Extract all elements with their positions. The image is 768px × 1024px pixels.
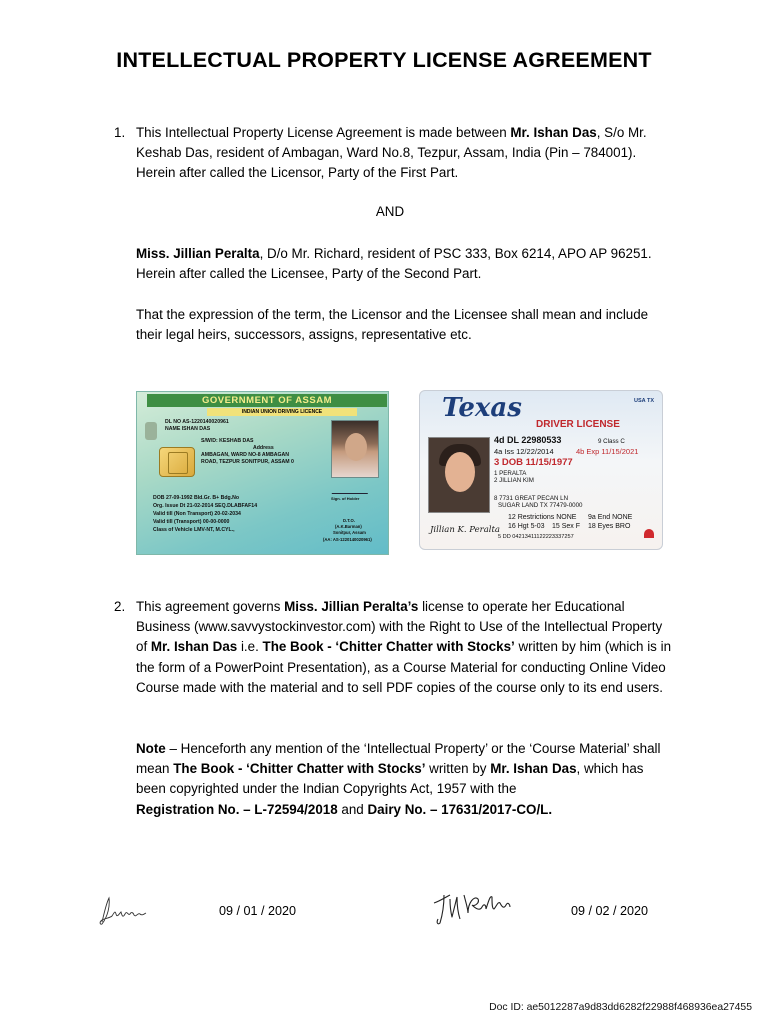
and-separator: AND [375,204,405,219]
licensor-signature-icon [96,894,150,928]
texas-usa-label: USA TX [634,398,654,404]
clause-2-t2: license to operate her Educational Business (www.savvystockinvestor.com) with the Right to Use of the Intellectual Property of [136,599,663,655]
clause-1-number: 1. [114,125,126,140]
clause-2-number: 2. [114,599,126,614]
texas-expiry-date: 4b Exp 11/15/2021 [576,447,639,456]
texas-dd: 5 DD 04213411122223337257 [498,534,574,540]
licence-holder-photo [331,420,379,478]
dairy-number: Dairy No. – 17631/2017-CO/L. [367,801,553,817]
texas-holder-signature: Jillian K. Peralta [430,525,500,535]
texas-driver-license-image [419,390,663,550]
note-book-title: The Book - ‘Chitter Chatter with Stocks’ [173,761,426,777]
assam-dob: DOB 27-09-1992 Bld.Gr. B+ Bdg.No [153,495,240,501]
clause-2-text [136,597,676,698]
note-t2: written by [425,761,491,777]
note-and: and [337,801,368,817]
assam-footer-number: (AA: AS-1220140020961) [323,537,372,542]
texas-card-title: DRIVER LICENSE [536,419,620,430]
clause-2-t1: This agreement governs [136,599,285,614]
texas-given-name: 2 JILLIAN KIM [494,477,534,484]
texas-endorsements: 9a End NONE [588,514,633,521]
document-title: INTELLECTUAL PROPERTY LICENSE AGREEMENT [116,48,652,72]
note-t3: , which has been copyrighted under the Indian Copyrights Act, 1957 with the [136,761,644,797]
assam-address-line-2: ROAD, TEZPUR SONITPUR, ASSAM 0 [201,459,294,465]
assam-card-subheader: INDIAN UNION DRIVING LICENCE [207,408,357,416]
clause-1-text-b: , S/o Mr. Keshab Das, resident of Ambagan, Ward No.8, Tezpur, Assam, India (Pin – 784001). Herein after called the Licensor, Party of the First Part. [136,125,647,181]
licensee-name: Miss. Jillian Peralta [136,246,260,261]
clause-2-t4: written by him (which is in the form of a PowerPoint Presentation), as a Course Material for conducting Online Video Course made with the material and to sell PDF copies of the course only to its end users. [136,639,672,695]
expression-paragraph: That the expression of the term, the Licensor and the Licensee shall mean and include their legal heirs, successors, assigns, representative etc. [136,307,649,343]
licensee-photo [428,437,490,513]
clause-1-text-a: This Intellectual Property License Agreement is made between [136,125,511,140]
licensee-signature-icon [430,889,514,927]
note-label: Note [136,741,166,756]
national-emblem-icon [145,422,157,440]
licensor-signature-date: 09 / 01 / 2020 [219,904,297,918]
clause-2-book-title: The Book - ‘Chitter Chatter with Stocks’ [262,639,515,655]
note-author-name: Mr. Ishan Das [490,761,577,777]
texas-address-1: 8 7731 GREAT PECAN LN [494,495,569,502]
assam-address-label: Address [253,445,274,451]
assam-vehicle-class: Class of Vehicle LMV-NT, M.CYL., [153,527,235,533]
texas-state-logo: Texas [442,393,522,423]
licensee-text: , D/o Mr. Richard, resident of PSC 333, Box 6214, APO AP 96251. Herein after called the Licensee, Party of the Second Part. [136,246,652,282]
texas-sex: 15 Sex F [552,523,581,530]
assam-dto: D.T.O. [343,518,355,523]
texas-class: 9 Class C [598,438,625,445]
assam-issue-date: Org. Issue Dt 21-02-2014 SEQ.DLABFAF14 [153,503,258,509]
assam-address-line-1: AMBAGAN, WARD NO-8 AMBAGAN [201,452,289,458]
assam-card-header: GOVERNMENT OF ASSAM [147,394,387,407]
clause-1-text [136,123,672,184]
assam-dl-no: DL NO AS-1220140020961 [165,419,229,425]
assam-officer-place: Sonitpur, Assam [333,530,366,535]
texas-issue-date: 4a Iss 12/22/2014 [494,447,554,456]
assam-name: NAME ISHAN DAS [165,426,211,432]
texas-dob: 3 DOB 11/15/1977 [494,457,573,468]
assam-valid-non-transport: Valid till (Non Transport) 20-02-2034 [153,511,241,517]
assam-driving-licence-image [136,391,389,555]
texas-address-2: SUGAR LAND TX 77479-0000 [498,502,583,509]
licensee-signature-date: 09 / 02 / 2020 [571,904,649,918]
smart-chip-icon [159,447,195,477]
licensee-paragraph [136,244,672,284]
note-paragraph [136,739,676,820]
clause-2-licensor-name: Mr. Ishan Das [150,639,238,655]
document-id: Doc ID: ae5012287a9d83dd6282f22988f468936ea27455 [489,1002,752,1013]
texas-dl-number: 4d DL 22980533 [494,435,562,445]
texas-surname: 1 PERALTA [494,470,527,477]
clause-2-licensee-name: Miss. Jillian Peralta’s [284,599,419,614]
registration-number: Registration No. – L-72594/2018 [136,801,338,817]
donor-heart-icon [644,529,654,538]
note-t1: – Henceforth any mention of the ‘Intellectual Property’ or the ‘Course Material’ shall mean [136,741,661,777]
assam-swd: S/W/D: KESHAB DAS [201,438,254,444]
assam-officer: (A.K.Barman) [335,524,362,529]
holder-signature-icon [332,484,371,494]
texas-restrictions: 12 Restrictions NONE [508,514,577,521]
texas-height: 16 Hgt 5-03 [508,523,545,530]
licensor-name: Mr. Ishan Das [510,125,597,140]
clause-2-t3: i.e. [237,639,263,655]
texas-eyes: 18 Eyes BRO [588,523,631,530]
assam-sign-label: Sign. of Holder [331,496,360,501]
assam-valid-transport: Valid till (Transport) 00-00-0000 [153,519,230,525]
